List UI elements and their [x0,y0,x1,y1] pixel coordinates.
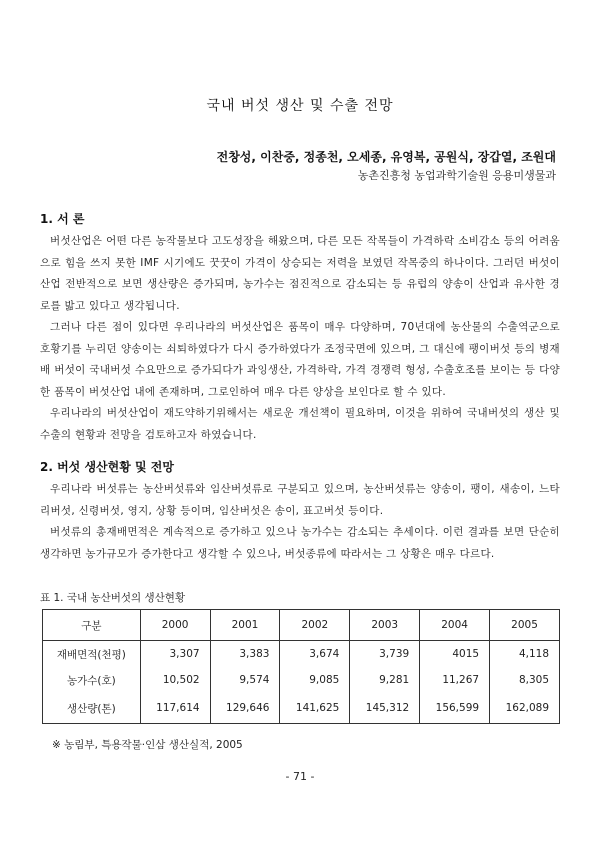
table-cell: 141,625 [280,693,350,724]
row-label: 농가수(호) [43,667,141,693]
table-row [43,641,560,668]
affiliation: 농촌진흥청 농업과학기술원 응용미생물과 [357,169,556,182]
table-cell: 4015 [420,641,490,668]
table-row [43,667,560,693]
table-cell: 3,674 [280,641,350,668]
table-cell: 10,502 [140,667,210,693]
table-cell: 9,574 [210,667,280,693]
table-cell: 145,312 [350,693,420,724]
paper-title: 국내 버섯 생산 및 수출 전망 [206,98,394,114]
table-cell: 9,281 [350,667,420,693]
header-cell: 구분 [43,610,141,641]
row-label: 생산량(톤) [43,693,141,724]
table-cell: 8,305 [490,667,560,693]
table-cell: 117,614 [140,693,210,724]
header-cell: 2003 [350,610,420,641]
section-heading: 1. 서 론 [40,212,85,226]
author-list: 전창성, 이찬중, 정종천, 오세종, 유영복, 공원식, 장갑열, 조원대 [216,150,556,164]
header-cell: 2001 [210,610,280,641]
paragraph: 우리나라의 버섯산업이 재도약하기위해서는 새로운 개선책이 필요하며, 이것을 위하여 국내버섯의 생산 및 수출의 현황과 전망을 검토하고자 하였습니다. [40,407,560,441]
header-cell: 2005 [490,610,560,641]
paragraph: 그러나 다른 점이 있다면 우리나라의 버섯산업은 품목이 매우 다양하며, 70년대에 농산물의 수출역군으로 호황기를 누리던 양송이는 쇠퇴하였다가 다시 증가하였다가 조정국면에 있으며, 그 대신에 팽이버섯 등의 병재배 버섯이 국내버섯 수요만으로 증가되다가 과잉생산, 가격하락, 가격 경쟁력 형성, 수출호조를 보이는 등 다양한 품목이 버섯산업 내에 존재하며, 그로인하여 매우 다른 양상을 보인다로 할 수 있다. [40,321,560,398]
table-cell: 162,089 [490,693,560,724]
section-heading: 2. 버섯 생산현황 및 전망 [40,460,174,474]
production-table [42,609,560,724]
table-cell: 3,307 [140,641,210,668]
table-cell: 4,118 [490,641,560,668]
table-cell: 129,646 [210,693,280,724]
table-header-row [43,610,560,641]
section-production-status [40,458,560,565]
table-caption: 표 1. 국내 농산버섯의 생산현황 [40,592,186,604]
header-cell: 2004 [420,610,490,641]
row-label: 재배면적(천평) [43,641,141,668]
paragraph: 버섯산업은 어떤 다른 농작물보다 고도성장을 해왔으며, 다른 모든 작목들이 가격하락 소비감소 등의 어려움으로 힘을 쓰지 못한 IMF 시기에도 꿋꿋이 가격이 상승되는 저력을 보였던 작목중의 하나이다. 그러던 버섯이 산업 전반적으로 보면 생산량은 증가되며, 농가수는 점진적으로 감소되는 등 유럽의 양송이 산업과 유사한 경로를 밟고 있다고 생각됩니다. [40,235,560,312]
table-cell: 3,739 [350,641,420,668]
table-cell: 156,599 [420,693,490,724]
table-cell: 3,383 [210,641,280,668]
table-row [43,693,560,724]
header-cell: 2000 [140,610,210,641]
section-introduction [40,210,560,446]
header-cell: 2002 [280,610,350,641]
paragraph: 버섯류의 총재배면적은 계속적으로 증가하고 있으나 농가수는 감소되는 추세이다. 이런 결과를 보면 단순히 생각하면 농가규모가 증가한다고 생각할 수 있으나, 버섯종류에 따라서는 그 상황은 매우 다르다. [40,526,560,560]
paragraph: 우리나라 버섯류는 농산버섯류와 임산버섯류로 구분되고 있으며, 농산버섯류는 양송이, 팽이, 새송이, 느타리버섯, 신령버섯, 영지, 상황 등이며, 임산버섯은 송이, 표고버섯 등이다. [40,483,560,517]
source-note: ※ 농림부, 특용작물·인삼 생산실적, 2005 [52,739,243,751]
page-number: - 71 - [285,770,315,783]
table-cell: 9,085 [280,667,350,693]
table-cell: 11,267 [420,667,490,693]
